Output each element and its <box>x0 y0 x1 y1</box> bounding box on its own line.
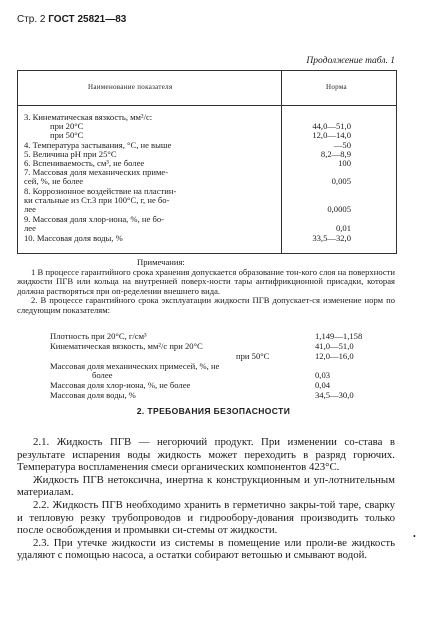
table-value: 0,01 <box>335 223 351 233</box>
table-continuation: Продолжение табл. 1 <box>306 56 395 66</box>
note-item-value: 0,03 <box>315 370 331 380</box>
table-row: 8. Коррозионное воздействие на пластин- <box>24 186 177 196</box>
margin-mark: • <box>413 532 416 541</box>
table-value: 0,0005 <box>327 204 351 214</box>
note-item-label: более <box>92 370 113 380</box>
note-item-label: Кинематическая вязкость, мм²/с при 20°С <box>50 341 203 351</box>
column-header-norm: Норма <box>326 83 347 91</box>
header-divider <box>18 105 396 106</box>
notes-title: Примечания: <box>137 257 185 267</box>
page-header <box>17 14 126 25</box>
body-paragraph: 2.2. Жидкость ПГВ необходимо хранить в герметично закры-той таре, сварку и тепловую резку трубопроводов и гидрообору-дования производить только после освобождения и промывки си-стемы от жидкости. <box>17 498 395 537</box>
table-row: при 20°С <box>50 121 84 131</box>
note-item-label: Плотность при 20°С, г/см³ <box>50 331 147 341</box>
section-title: 2. ТРЕБОВАНИЯ БЕЗОПАСНОСТИ <box>136 406 291 416</box>
column-divider <box>281 71 282 253</box>
table-row: 9. Массовая доля хлор-иона, %, не бо- <box>24 214 164 224</box>
table-row: 4. Температура застывания, °С, не выше <box>24 140 172 150</box>
table-row: 7. Массовая доля механических приме- <box>24 167 169 177</box>
note-item-value: 12,0—16,0 <box>315 351 354 361</box>
document-code: ГОСТ 25821—83 <box>48 14 127 25</box>
table-row: лее <box>24 204 36 214</box>
table-notes <box>17 258 395 316</box>
table-value: —50 <box>333 140 351 150</box>
note-item-value: 34,5—30,0 <box>315 390 354 400</box>
note-paragraph: 1 В процессе гарантийного срока хранения допускается образование тон-кого слоя на поверхности жидкости ПГВ или кольца на внутренней поверх-ности тары антифрикционной присадки, которая должна растворяться при оп-ределении внешнего вида. <box>17 266 395 296</box>
table-value: 100 <box>338 158 351 168</box>
table-row: лее <box>24 223 36 233</box>
table-row: 5. Величина pH при 25°С <box>24 149 117 159</box>
table-row: сей, %, не более <box>24 176 84 186</box>
table-row: при 50°С <box>50 130 84 140</box>
note-item-value: 0,04 <box>315 380 331 390</box>
table-value: 44,0—51,0 <box>312 121 351 131</box>
body-paragraph: 2.3. При утечке жидкости из системы в помещение или проли-ве жидкость удаляют с помощью насоса, а остатки собирают ветошью и смывают водой. <box>17 536 395 562</box>
note-paragraph: 2. В процессе гарантийного срока эксплуатации жидкости ПГВ допускает-ся изменение норм по следующим показателям: <box>17 295 395 315</box>
body-paragraph: Жидкость ПГВ нетоксична, инертна к конструкционным и уп-лотнительным материалам. <box>17 473 395 499</box>
column-header-name: Наименование показателя <box>88 83 173 91</box>
note-item-label: при 50°С <box>236 351 270 361</box>
body-paragraph: 2.1. Жидкость ПГВ — негорючий продукт. При изменении со-става в результате испарения воды жидкость может переходить в разряд горючих. Температура воспламенения смеси органических компонентов 423°С. <box>17 436 395 474</box>
table-row: 6. Вспениваемость, см³, не более <box>24 158 145 168</box>
table-value: 8,2—8,9 <box>320 149 351 159</box>
properties-table <box>17 70 397 254</box>
page-number: Стр. 2 <box>17 14 46 25</box>
table-row: 10. Массовая доля воды, % <box>24 233 123 243</box>
table-value: 0,005 <box>331 176 351 186</box>
note-item-label: Массовая доля механических примесей, %, не <box>50 361 220 371</box>
note-item-label: Массовая доля воды, % <box>50 390 136 400</box>
section-body <box>17 436 395 562</box>
note-item-value: 41,0—51,0 <box>315 341 354 351</box>
table-row: 3. Кинематическая вязкость, мм²/с: <box>24 112 153 122</box>
note-item-value: 1,149—1,158 <box>315 331 363 341</box>
note-item-label: Массовая доля хлор-иона, %, не более <box>50 380 191 390</box>
table-row: ки стальные из Ст.3 при 100°С, г, не бо- <box>24 195 170 205</box>
table-value: 33,5—32,0 <box>312 233 351 243</box>
table-value: 12,0—14,0 <box>312 130 351 140</box>
